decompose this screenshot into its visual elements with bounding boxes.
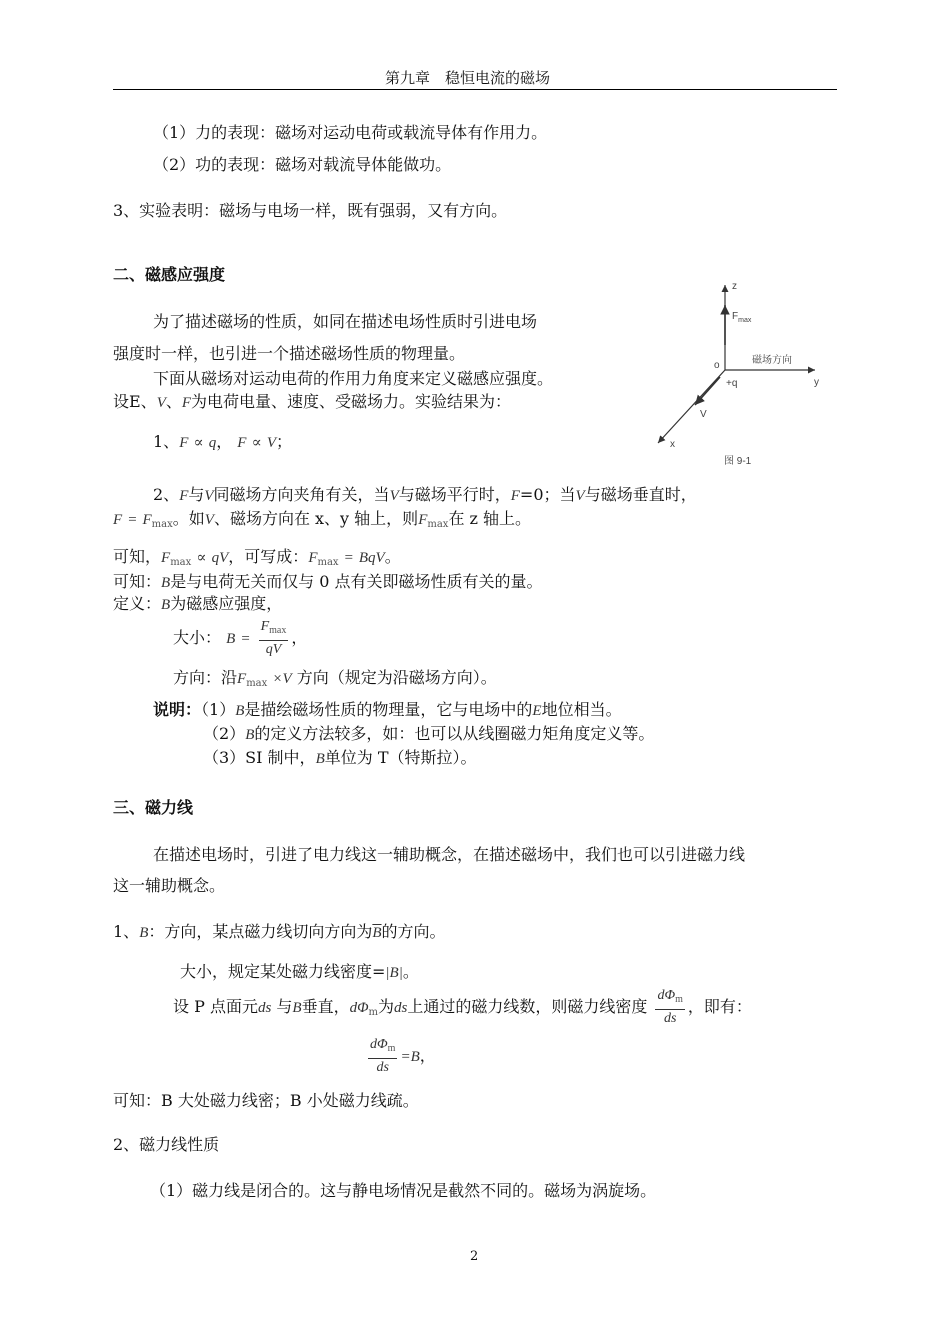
s3-property-heading: 2、磁力线性质 bbox=[113, 1135, 220, 1154]
s2-item-1: 1、F ∝ q， F ∝ V； bbox=[153, 432, 292, 451]
s2-size: 大小： B = $\frac{F_{max}}{qV}$ ， bbox=[173, 619, 308, 657]
fig-axis-z: z bbox=[732, 281, 737, 292]
s3-line-1: 1、B：方向，某点磁力线切向方向为$\overline{B}$的方向。 bbox=[113, 922, 446, 941]
s3-equation: $\frac{d\Phi_m}{ds}$ =B， bbox=[370, 1037, 436, 1075]
page-header-title: 第九章 稳恒电流的磁场 bbox=[385, 69, 551, 87]
s3-line-3: 设 P 点面元ds 与B垂直，$d\Phi_m$为ds上通过的磁力线数，则磁力线密度 $\frac{d\Phi_m}{ds}$ ，即有： bbox=[173, 988, 752, 1026]
section-3-heading: 三、磁力线 bbox=[113, 798, 194, 817]
fig-charge: +q bbox=[726, 378, 738, 389]
x-axis bbox=[658, 370, 725, 443]
equation-fraction: $\frac{d\Phi_m}{ds}$ bbox=[370, 1037, 396, 1075]
s2-item-2-line-1: 2、F与V同磁场方向夹角有关，当V与磁场平行时，F=0；当V与磁场垂直时， bbox=[153, 485, 697, 504]
fig-velocity-label: V bbox=[700, 409, 707, 420]
fig-axis-y: y bbox=[814, 377, 819, 388]
header-rule bbox=[113, 89, 837, 90]
s3-para-1a: 在描述电场时，引进了电力线这一辅助概念，在描述磁场中，我们也可以引进磁力线 bbox=[153, 845, 746, 864]
s2-para-3: 设E、V、F为电荷电量、速度、受磁场力。实验结果为： bbox=[113, 392, 512, 411]
fig-origin: o bbox=[714, 360, 720, 371]
figure-9-1 bbox=[640, 275, 840, 475]
s3-known: 可知：B 大处磁力线密；B 小处磁力线疏。 bbox=[113, 1091, 419, 1110]
s2-para-2: 下面从磁场对运动电荷的作用力角度来定义磁感应强度。 bbox=[153, 369, 554, 388]
fig-force-label: $F_{max}$ bbox=[732, 311, 752, 324]
page-number: 2 bbox=[470, 1249, 479, 1264]
s2-known-2: 可知：B是与电荷无关而仅与 0 点有关即磁场性质有关的量。 bbox=[113, 572, 543, 591]
section-2-heading: 二、磁感应强度 bbox=[113, 265, 226, 284]
s3-para-1b: 这一辅助概念。 bbox=[113, 876, 226, 895]
s3-line-2: 大小，规定某处磁力线密度=|B|。 bbox=[180, 962, 419, 981]
intro-line-3: 3、实验表明：磁场与电场一样，既有强弱，又有方向。 bbox=[113, 201, 508, 220]
s2-definition: 定义：B为磁感应强度， bbox=[113, 594, 283, 613]
s2-item-2-line-2: $F = F_{max}$。如V、磁场方向在 x、y 轴上，则$F_{max}$在 z 轴上。 bbox=[113, 509, 532, 530]
b-formula-fraction: $\frac{F_{max}}{qV}$ bbox=[260, 619, 287, 657]
s2-direction: 方向：沿$F_{max} \times V$ 方向（规定为沿磁场方向）。 bbox=[173, 668, 497, 689]
velocity-arrow bbox=[695, 377, 720, 405]
intro-line-2: （2）功的表现：磁场对载流导体能做功。 bbox=[153, 155, 452, 174]
fig-caption: 图 9-1 bbox=[724, 456, 752, 467]
s2-para-1a: 为了描述磁场的性质，如同在描述电场性质时引进电场 bbox=[153, 312, 538, 331]
s2-note-2: （2）B的定义方法较多，如：也可以从线圈磁力矩角度定义等。 bbox=[203, 724, 655, 743]
fig-field-direction: 磁场方向 bbox=[752, 355, 792, 366]
s2-note-1: 说明：（1）B是描绘磁场性质的物理量，它与电场中的E地位相当。 bbox=[153, 700, 622, 719]
s2-para-1b: 强度时一样，也引进一个描述磁场性质的物理量。 bbox=[113, 344, 466, 363]
density-fraction: $\frac{d\Phi_m}{ds}$ bbox=[657, 988, 683, 1026]
s3-property-1: （1）磁力线是闭合的。这与静电场情况是截然不同的。磁场为涡旋场。 bbox=[150, 1181, 657, 1200]
fig-axis-x: x bbox=[670, 439, 675, 450]
s2-known-1: 可知，$F_{max}$ ∝ qV，可写成：$F_{max}$ = BqV。 bbox=[113, 547, 401, 568]
intro-line-1: （1）力的表现：磁场对运动电荷或载流导体有作用力。 bbox=[153, 123, 548, 142]
s2-note-3: （3）SI 制中，B单位为 T（特斯拉）。 bbox=[203, 748, 477, 767]
